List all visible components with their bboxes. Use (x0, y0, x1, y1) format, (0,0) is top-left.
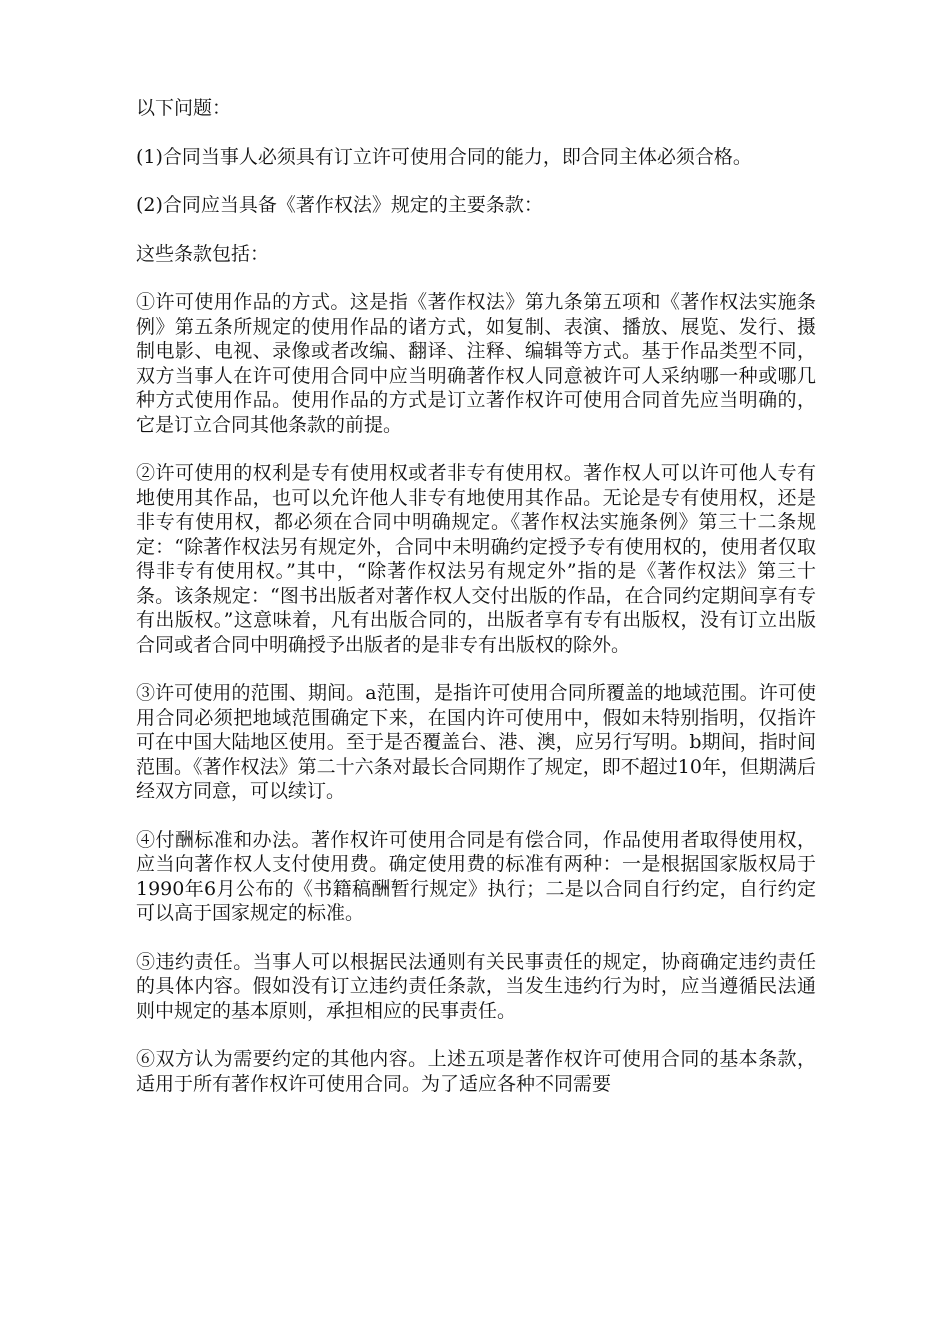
intro-line: 以下问题： (136, 97, 232, 119)
clause-1-usage-method: ①许可使用作品的方式。这是指《著作权法》第九条第五项和《著作权法实施条例》第五条所规定的使用作品的诸方式，如复制、表演、播放、展览、发行、摄制电影、电视、录像或者改编、翻译、注释、编辑等方式。基于作品类型不同，双方当事人在许可使用合同中应当明确著作权人同意被许可人采纳哪一种或哪几种方式使用作品。使用作品的方式是订立著作权许可使用合同首先应当明确的，它是订立合同其他条款的前提。 (136, 291, 816, 436)
point-2-main-clauses: (2)合同应当具备《著作权法》规定的主要条款： (136, 194, 543, 216)
clause-4-payment: ④付酬标准和办法。著作权许可使用合同是有偿合同，作品使用者取得使用权，应当向著作权人支付使用费。确定使用费的标准有两种：一是根据国家版权局于1990年6月公布的《书籍稿酬暂行规定》执行；二是以合同自行约定，自行约定可以高于国家规定的标准。 (136, 828, 816, 924)
clause-2-exclusive-rights: ②许可使用的权利是专有使用权或者非专有使用权。著作权人可以许可他人专有地使用其作品，也可以允许他人非专有地使用其作品。无论是专有使用权，还是非专有使用权，都必须在合同中明确规定。《著作权法实施条例》第三十二条规定：“除著作权法另有规定外，合同中未明确约定授予专有使用权的，使用者仅取得非专有使用权。”其中，“除著作权法另有规定外”指的是《著作权法》第三十条。该条规定：“图书出版者对著作权人交付出版的作品，在合同约定期间享有专有出版权。”这意味着，凡有出版合同的，出版者享有专有出版权，没有订立出版合同或者合同中明确授予出版者的是非专有出版权的除外。 (136, 462, 816, 656)
clause-5-liability: ⑤违约责任。当事人可以根据民法通则有关民事责任的规定，协商确定违约责任的具体内容。假如没有订立违约责任条款，当发生违约行为时，应当遵循民法通则中规定的基本原则，承担相应的民事责任。 (136, 950, 816, 1022)
clause-3-scope-period: ③许可使用的范围、期间。a范围，是指许可使用合同所覆盖的地域范围。许可使用合同必须把地域范围确定下来，在国内许可使用中，假如未特别指明，仅指许可在中国大陆地区使用。至于是否覆盖台、港、澳，应另行写明。b期间，指时间范围。《著作权法》第二十六条对最长合同期作了规定，即不超过10年，但期满后经双方同意，可以续订。 (136, 682, 816, 802)
point-1-contract-capacity: (1)合同当事人必须具有订立许可使用合同的能力，即合同主体必须合格。 (136, 145, 752, 168)
document-page (136, 96, 816, 1120)
clause-6-other-terms: ⑥双方认为需要约定的其他内容。上述五项是著作权许可使用合同的基本条款，适用于所有著作权许可使用合同。为了适应各种不同需要 (136, 1048, 816, 1095)
clauses-intro: 这些条款包括： (136, 242, 270, 265)
